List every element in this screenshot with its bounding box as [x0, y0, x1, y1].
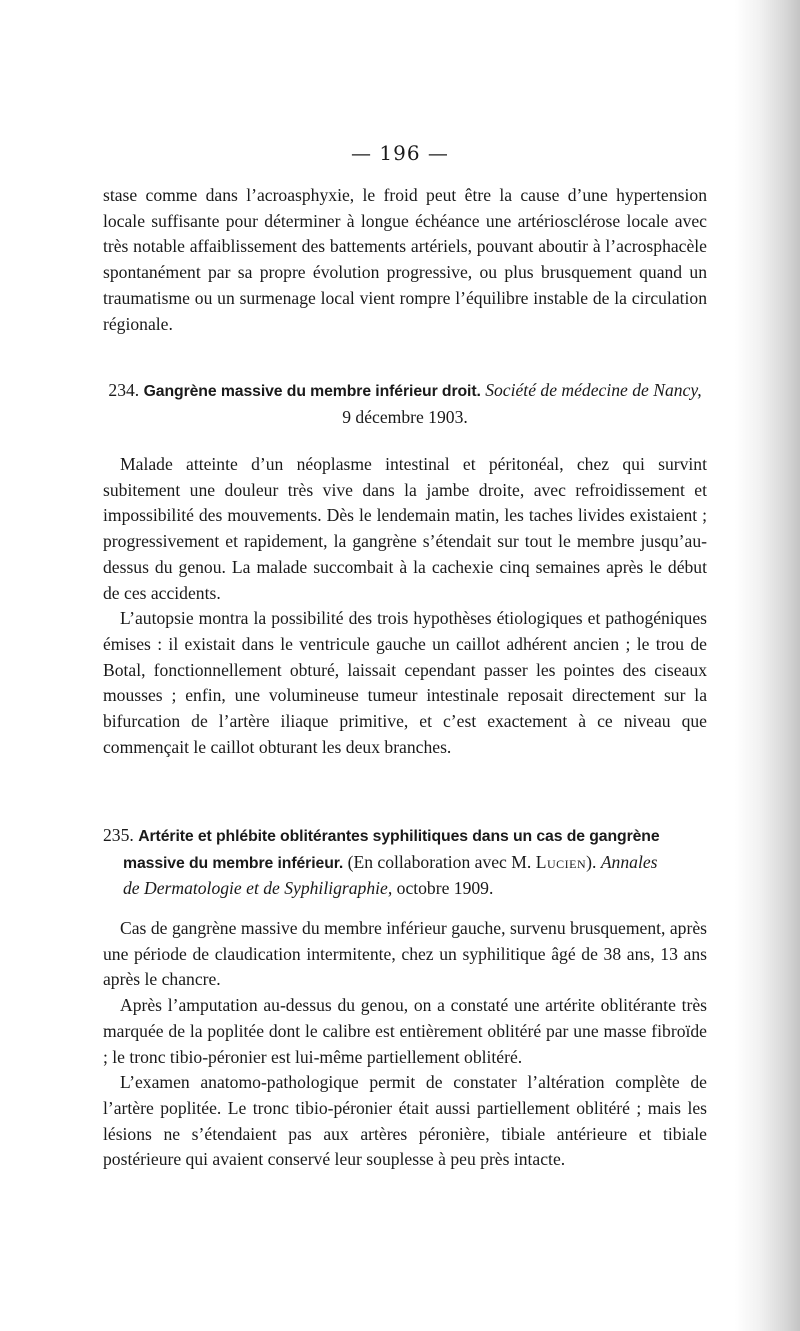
entry-235-title-line-1: Artérite et phlébite oblitérantes syphilitiques dans un cas de gangrène: [138, 828, 660, 845]
entry-235-paragraph-3: L’examen anatomo-pathologique permit de constater l’altération complète de l’artère poplitée. Le tronc tibio-péronier était aussi partiellement oblitéré ; mais les lésions ne s’étendaient pas aux artères péronière, tibiale antérieure et tibiale postérieure qui avaient conservé leur souplesse à peu près intacte.: [103, 1072, 707, 1170]
entry-235-heading: [103, 823, 707, 902]
entry-235-date: octobre 1909.: [396, 878, 494, 899]
entry-234-paragraph-2: L’autopsie montra la possibilité des trois hypothèses étiologiques et pathogéniques émises : il existait dans le ventricule gauche un caillot adhérent ancien ; le trou de Botal, fonctionnellement obturé, laissait cependant passer les pointes des ciseaux mousses ; enfin, une volumineuse tumeur intestinale reposait directement sur la bifurcation de l’artère iliaque primitive, et c’est exactement à ce niveau que commençait le caillot obturant les deux branches.: [103, 608, 707, 757]
entry-234-paragraph-1: Malade atteinte d’un néoplasme intestinal et péritonéal, chez qui survint subitement une douleur très vive dans la jambe droite, avec refroidissement et impossibilité des mouvements. Dès le lendemain matin, les taches livides existaient ; progressivement et rapidement, la gangrène s’étendait sur tout le membre jusqu’au-dessus du genou. La malade succombait à la cachexie cinq semaines après le début de ces accidents.: [103, 454, 707, 603]
entry-234-date: 9 décembre 1903.: [342, 406, 468, 427]
entry-235-collab-name: Lucien: [535, 851, 587, 872]
entry-234-number: 234.: [108, 380, 140, 400]
entry-234-heading: [103, 378, 707, 430]
entry-235-title-line-2: massive du membre inférieur.: [123, 854, 344, 872]
entry-235-collab-suffix: ).: [586, 851, 597, 872]
intro-paragraph-block: [103, 183, 707, 337]
entry-235-journal-part-2: de Dermatologie et de Syphiligraphie,: [123, 878, 393, 899]
page-number: — 196 —: [351, 141, 449, 165]
entry-235-heading-line-1: [103, 823, 707, 850]
entry-235-paragraph-2: Après l’amputation au-dessus du genou, on a constaté une artérite oblitérante très marquée de la poplitée dont le calibre est entièrement oblitéré par une masse fibroïde ; le tronc tibio-péronier est lui-même partiellement oblitéré.: [103, 995, 707, 1067]
intro-paragraph: stase comme dans l’acroasphyxie, le froid peut être la cause d’une hypertension locale suffisante pour déterminer à longue échéance une artériosclérose locale avec très notable affaiblissement des battements artériels, pouvant aboutir à l’acrosphacèle spontanément par sa propre évolution progressive, ou plus brusquement quand un traumatisme ou un surmenage local vient rompre l’équilibre instable de la circulation régionale.: [103, 185, 707, 334]
entry-235-body: [103, 916, 707, 1173]
entry-235-collab-prefix: (En collaboration avec M.: [347, 851, 532, 872]
entry-235-number: 235.: [103, 825, 134, 845]
entry-235-heading-line-2: [103, 850, 707, 877]
entry-235-journal-part-1: Annales: [600, 851, 658, 872]
entry-235-paragraph-1: Cas de gangrène massive du membre inférieur gauche, survenu brusquement, après une période de claudication intermitente, chez un syphilitique âgé de 38 ans, 13 ans après le chancre.: [103, 918, 707, 990]
entry-234-body: [103, 452, 707, 760]
entry-234-title: Gangrène massive du membre inférieur droit.: [143, 383, 481, 400]
entry-235-heading-line-3: [103, 876, 707, 902]
entry-234-journal: Société de médecine de Nancy,: [485, 380, 702, 400]
